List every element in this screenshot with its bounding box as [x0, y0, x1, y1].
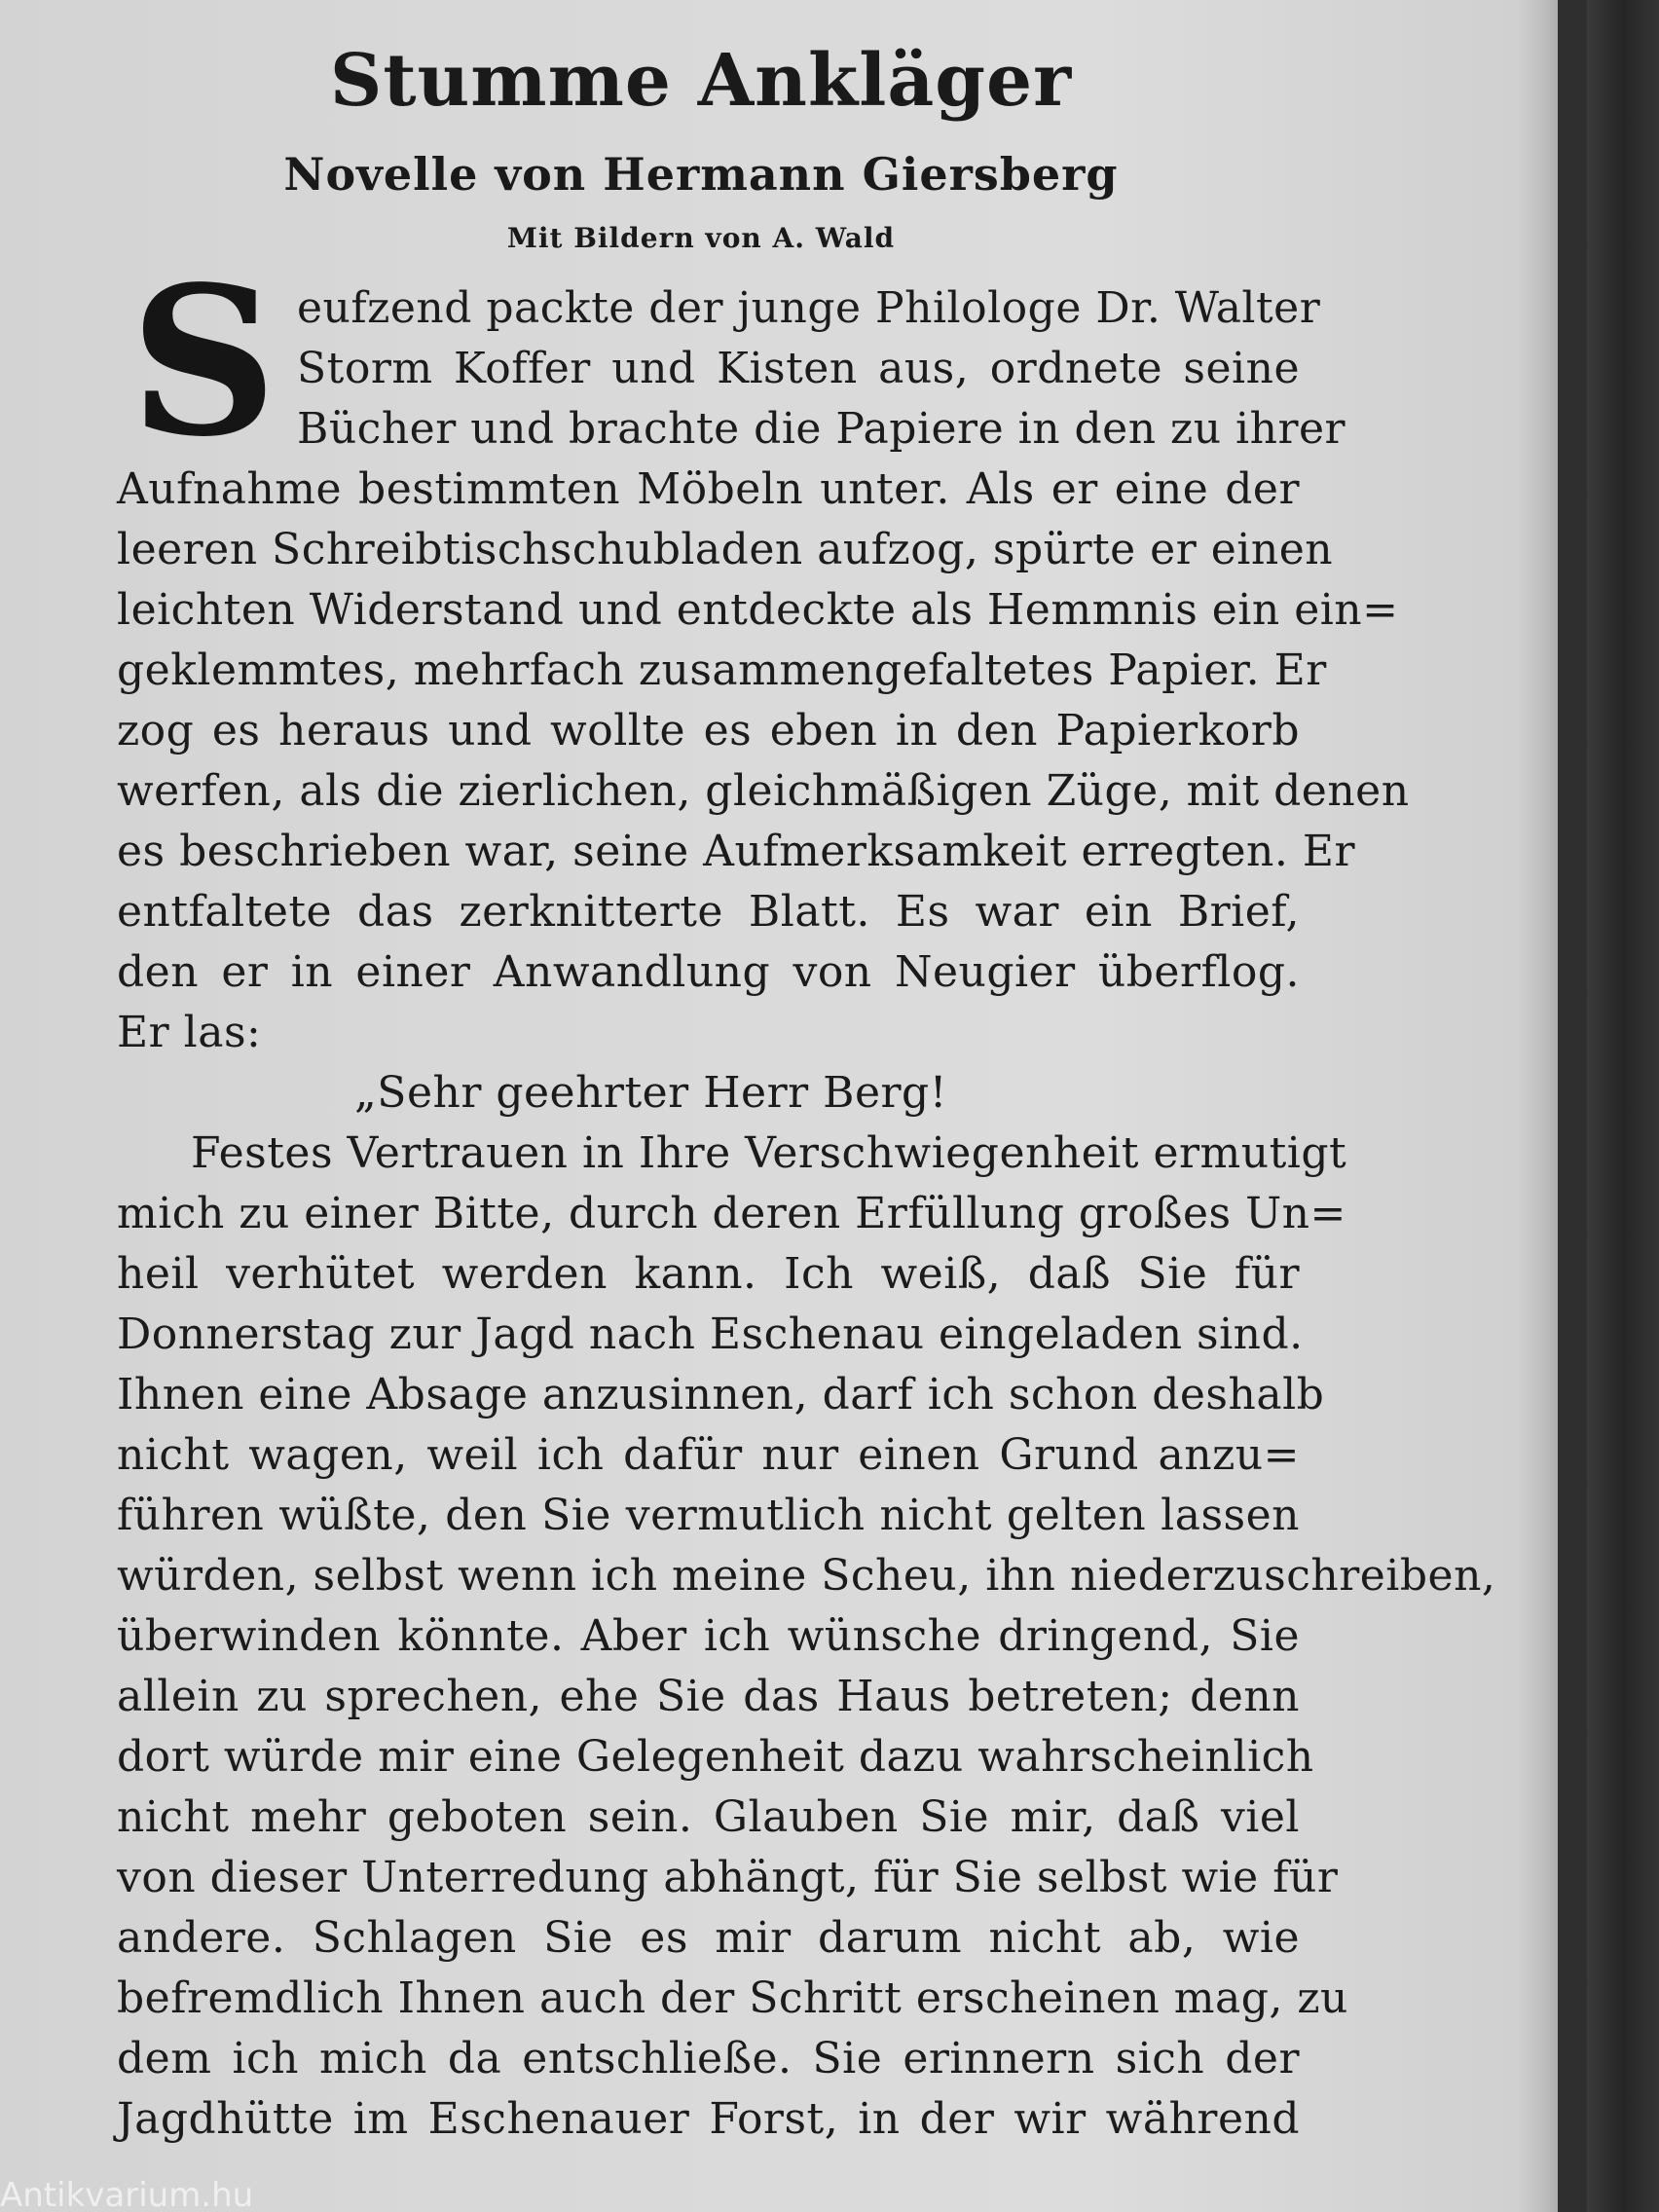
text-line: dort würde mir eine Gelegenheit dazu wahrscheinlich [117, 1732, 1314, 1782]
story-subtitle: Novelle von Hermann Giersberg [283, 148, 1119, 201]
book-binding [1587, 0, 1659, 2212]
story-title: Stumme Ankläger [329, 39, 1073, 123]
text-line: dem ich mich da entschließe. Sie erinnern sich der [117, 2034, 1300, 2083]
text-line: Er las: [117, 1008, 262, 1057]
text-line: Bücher und brachte die Papiere in den zu ihrer [297, 404, 1346, 454]
letter-salutation: „Sehr geehrter Herr Berg! [354, 1068, 947, 1118]
text-line: allein zu sprechen, ehe Sie das Haus betreten; denn [117, 1672, 1300, 1721]
watermark-text: Antikvarium.hu [0, 2179, 254, 2212]
text-line: leeren Schreibtischschubladen aufzog, spürte er einen [117, 525, 1334, 574]
text-line: Ihnen eine Absage anzusinnen, darf ich schon deshalb [117, 1370, 1325, 1419]
text-line: den er in einer Anwandlung von Neugier überflog. [117, 947, 1300, 997]
text-line: führen wüßte, den Sie vermutlich nicht gelten lassen [117, 1491, 1300, 1540]
text-line: von dieser Unterredung abhängt, für Sie selbst wie für [117, 1853, 1339, 1902]
text-line: mich zu einer Bitte, durch deren Erfüllung großes Un= [117, 1189, 1346, 1238]
page-edge-shadow [1519, 0, 1558, 2212]
text-line: Donnerstag zur Jagd nach Eschenau eingeladen sind. [117, 1309, 1304, 1359]
text-line: es beschrieben war, seine Aufmerksamkeit erregten. Er [117, 827, 1355, 876]
text-line: Aufnahme bestimmten Möbeln unter. Als er eine der [117, 464, 1300, 514]
text-line: leichten Widerstand und entdeckte als Hemmnis ein ein= [117, 585, 1399, 635]
text-line: andere. Schlagen Sie es mir darum nicht ab, wie [117, 1913, 1300, 1963]
text-line: würden, selbst wenn ich meine Scheu, ihn niederzuschreiben, [117, 1551, 1496, 1601]
text-line: befremdlich Ihnen auch der Schritt erscheinen mag, zu [117, 1973, 1348, 2023]
illustration-credit: Mit Bildern von A. Wald [506, 222, 896, 254]
text-line: Jagdhütte im Eschenauer Forst, in der wir während [117, 2094, 1300, 2144]
text-line: überwinden könnte. Aber ich wünsche dringend, Sie [117, 1611, 1300, 1661]
text-line: zog es heraus und wollte es eben in den Papierkorb [117, 706, 1300, 756]
text-line: Storm Koffer und Kisten aus, ordnete seine [297, 344, 1300, 393]
drop-cap-letter: S [129, 241, 277, 482]
text-line: heil verhütet werden kann. Ich weiß, daß Sie für [117, 1249, 1300, 1299]
text-line: Festes Vertrauen in Ihre Verschwiegenheit ermutigt [191, 1128, 1347, 1178]
text-line: eufzend packte der junge Philologe Dr. Walter [297, 283, 1321, 333]
text-line: nicht wagen, weil ich dafür nur einen Grund anzu= [117, 1430, 1300, 1480]
text-line: werfen, als die zierlichen, gleichmäßigen Züge, mit denen [117, 766, 1410, 816]
text-line: nicht mehr geboten sein. Glauben Sie mir, daß viel [117, 1792, 1300, 1842]
text-line: entfaltete das zerknitterte Blatt. Es war ein Brief, [117, 887, 1300, 937]
text-line: geklemmtes, mehrfach zusammengefaltetes Papier. Er [117, 645, 1327, 695]
